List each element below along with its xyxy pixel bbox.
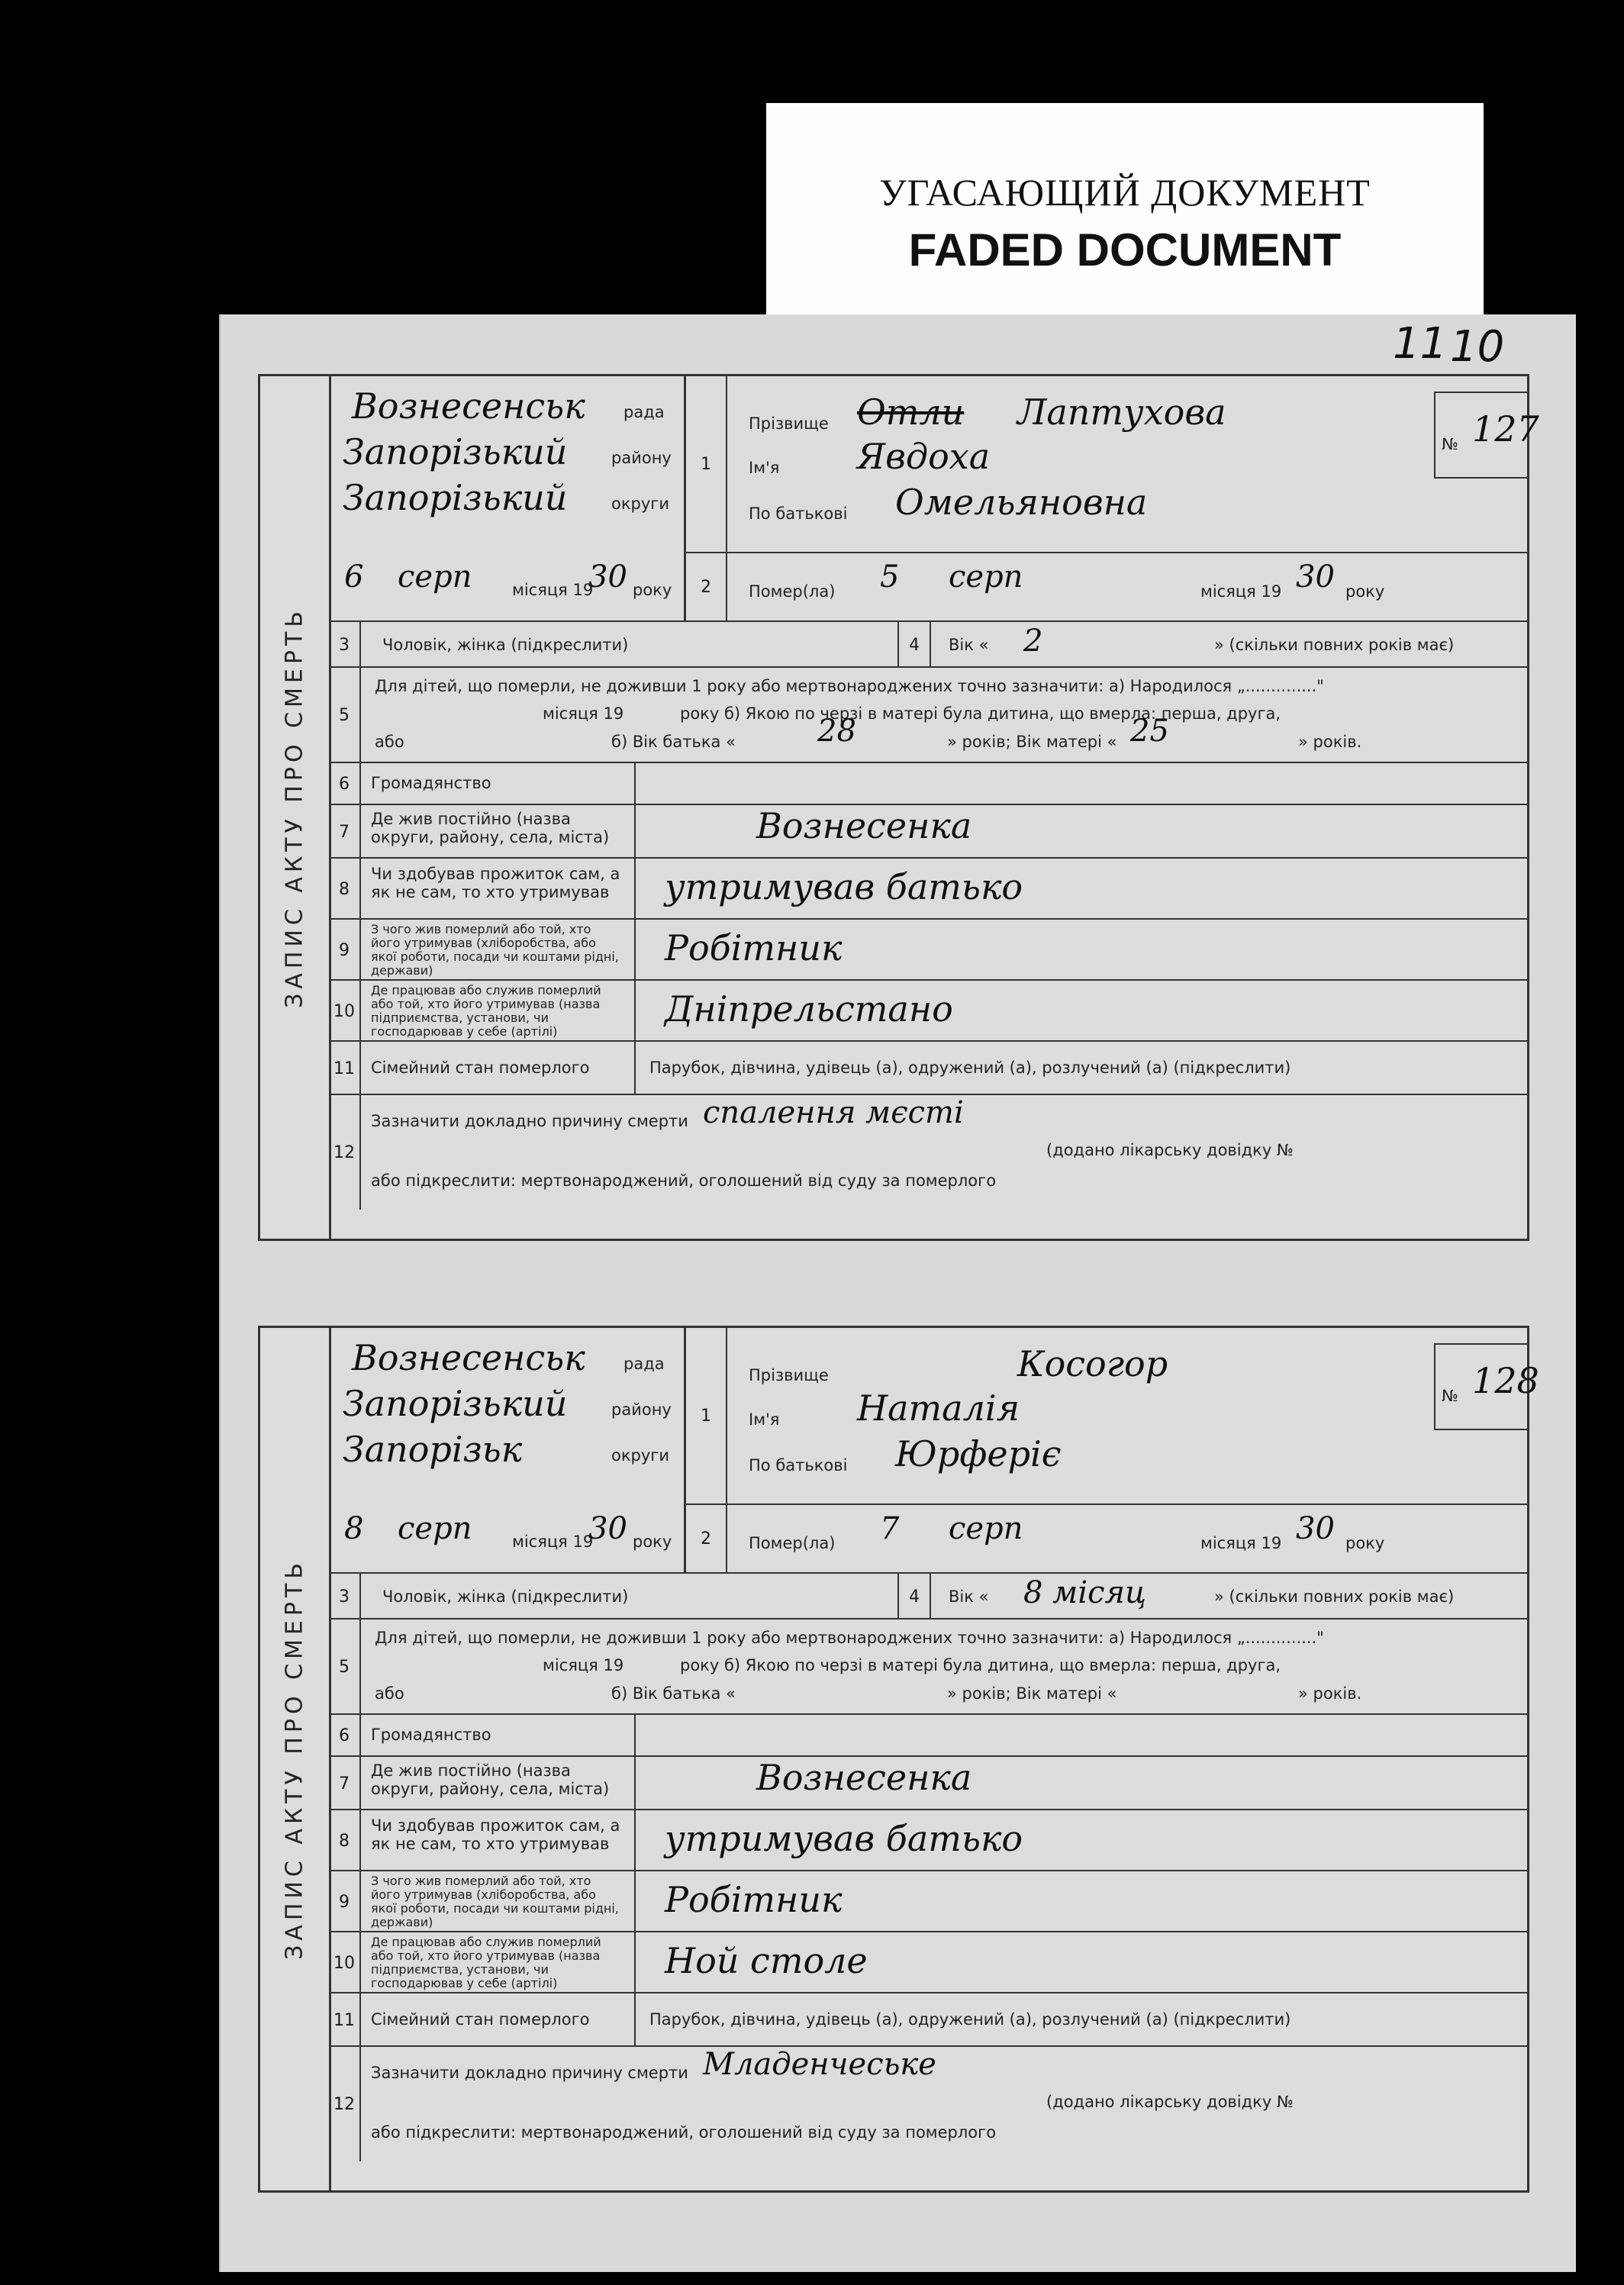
label-english: FADED DOCUMENT: [908, 224, 1342, 276]
patronymic-value: Омельяновна: [895, 482, 1148, 523]
cause-value: спалення мєсті: [703, 1095, 964, 1130]
residence-value: Вознесенка: [756, 1757, 972, 1798]
name-value: Явдоха: [857, 436, 991, 477]
okruha-label: округи: [611, 495, 669, 513]
rada-label: рада: [624, 403, 665, 421]
row-number-10: 10: [329, 981, 361, 1042]
sidebar-title: ЗАПИС АКТУ ПРО СМЕРТЬ: [281, 607, 308, 1008]
death-day: 5: [880, 559, 900, 595]
workplace-label: Де працював або служив померлий або той, хто його утримував (назва підприємства, установи, чи господарював у себе (артілі): [371, 1935, 601, 1990]
children-line-2a: місяця 19: [543, 1656, 624, 1674]
marital-label: Сімейний стан померлого: [371, 2010, 590, 2029]
cause-label: Зазначити докладно причину смерти: [371, 2064, 688, 2082]
row-number-6: 6: [329, 1715, 361, 1757]
row-number-7: 7: [329, 1757, 361, 1810]
stillborn-label: або підкреслити: мертвонароджений, оголошений від суду за померлого: [371, 1172, 997, 1190]
rayon-value: Запорізький: [343, 1383, 568, 1424]
source-label: З чого жив померлий або той, хто його утримував (хліборобства, або якої роботи, посади чи коштами рідні, держави): [371, 1874, 619, 1929]
rada-label: рада: [624, 1355, 665, 1373]
father-age-value: 28: [817, 714, 856, 749]
source-value: Робітник: [665, 1879, 843, 1920]
rada-value: Вознесенськ: [352, 1337, 585, 1378]
page-number-mark: 10: [1450, 322, 1505, 372]
patronymic-label: По батькові: [749, 1456, 848, 1474]
death-year-label: року: [1345, 1534, 1385, 1552]
rayon-label: району: [611, 1400, 672, 1419]
row-number-4: 4: [899, 1574, 931, 1619]
citizenship-label: Громадянство: [371, 774, 491, 792]
row-number-10: 10: [329, 1932, 361, 1993]
reg-month: серп: [398, 1511, 472, 1546]
rada-value: Вознесенськ: [352, 385, 585, 427]
row-number-4: 4: [899, 622, 931, 668]
mother-age-value: 25: [1130, 714, 1169, 749]
marital-options: Парубок, дівчина, удівець (а), одружений (а), розлучений (а) (підкреслити): [649, 2010, 1291, 2029]
reg-year: 30: [588, 559, 627, 595]
age-label: Вік «: [949, 1587, 989, 1606]
row-number-2: 2: [686, 552, 727, 620]
death-month-label: місяця 19: [1200, 1534, 1282, 1552]
name-label: Ім'я: [749, 1410, 780, 1429]
children-line-2a: місяця 19: [543, 704, 624, 723]
number-label: №: [1442, 435, 1458, 453]
residence-value: Вознесенка: [756, 805, 972, 846]
age-hint: » (скільки повних років має): [1214, 1587, 1455, 1606]
cert-label: (додано лікарську довідку №: [1046, 2093, 1294, 2111]
name-value: Наталія: [857, 1387, 1020, 1429]
father-age-label: б) Вік батька «: [611, 1684, 736, 1703]
surname-struck: Отли: [857, 392, 965, 433]
death-year: 30: [1296, 1511, 1335, 1546]
reg-year-label: року: [633, 1532, 672, 1551]
mother-age-label: » років; Вік матері «: [947, 733, 1117, 751]
surname-label: Прізвище: [749, 414, 829, 433]
residence-label: Де жив постійно (назва округи, району, села, міста): [371, 810, 610, 846]
death-day: 7: [880, 1511, 900, 1546]
citizenship-label: Громадянство: [371, 1726, 491, 1744]
label-russian: УГАСАЮЩИЙ ДОКУМЕНТ: [879, 171, 1371, 214]
row-number-3: 3: [329, 1574, 361, 1619]
row-number-12: 12: [329, 1095, 361, 1210]
patronymic-value: Юрферіє: [895, 1433, 1062, 1474]
reg-day: 8: [344, 1511, 364, 1546]
rayon-label: району: [611, 449, 672, 467]
reg-month-label: місяця 19: [512, 1532, 594, 1551]
workplace-value: Ной столе: [665, 1940, 868, 1981]
row-number-2: 2: [686, 1503, 727, 1572]
row-number-9: 9: [329, 920, 361, 981]
sidebar-title: ЗАПИС АКТУ ПРО СМЕРТЬ: [281, 1558, 308, 1960]
age-hint: » (скільки повних років має): [1214, 636, 1455, 654]
rayon-value: Запорізький: [343, 431, 568, 472]
cert-label: (додано лікарську довідку №: [1046, 1141, 1294, 1159]
children-or: або: [375, 1684, 404, 1703]
mother-age-suffix: » років.: [1298, 1684, 1362, 1703]
reg-year-label: року: [633, 581, 672, 599]
row-number-3: 3: [329, 622, 361, 668]
row-number-5: 5: [329, 668, 361, 763]
record-sidebar: [260, 376, 331, 1239]
death-month-label: місяця 19: [1200, 582, 1282, 601]
faded-document-label: [766, 103, 1484, 321]
row-number-9: 9: [329, 1871, 361, 1932]
source-value: Робітник: [665, 927, 843, 968]
okruha-value: Запорізьк: [343, 1429, 523, 1470]
okruha-label: округи: [611, 1446, 669, 1465]
surname-value: Косогор: [1017, 1343, 1168, 1384]
row-number-6: 6: [329, 763, 361, 805]
workplace-value: Дніпрельстано: [665, 988, 953, 1030]
row-number-8: 8: [329, 1810, 361, 1871]
death-record-128: [258, 1326, 1539, 2193]
row-number-11: 11: [329, 1042, 361, 1095]
row-number-12: 12: [329, 2047, 361, 2161]
row-number-8: 8: [329, 859, 361, 920]
mother-age-label: » років; Вік матері «: [947, 1684, 1117, 1703]
workplace-label: Де працював або служив померлий або той, хто його утримував (назва підприємства, установи, чи господарював у себе (артілі): [371, 983, 601, 1039]
cause-value: Младенчеське: [703, 2047, 936, 2082]
okruha-value: Запорізький: [343, 477, 568, 518]
record-number: 127: [1472, 408, 1539, 450]
sex-label: Чоловік, жінка (підкреслити): [382, 1587, 629, 1606]
livelihood-label: Чи здобував прожиток сам, а як не сам, то хто утримував: [371, 865, 620, 901]
page-number: 11: [1393, 319, 1448, 369]
death-month: серп: [949, 559, 1023, 595]
row-number-7: 7: [329, 805, 361, 859]
children-line-2b: року б) Якою по черзі в матері була дитина, що вмерла: перша, друга,: [680, 704, 1281, 723]
age-value: 2: [1023, 624, 1043, 659]
reg-year: 30: [588, 1511, 627, 1546]
record-number: 128: [1472, 1360, 1539, 1401]
reg-month: серп: [398, 559, 472, 595]
row-number-1: 1: [686, 376, 727, 552]
died-label: Помер(ла): [749, 582, 836, 601]
residence-label: Де жив постійно (назва округи, району, села, міста): [371, 1761, 610, 1798]
marital-label: Сімейний стан померлого: [371, 1059, 590, 1077]
reg-month-label: місяця 19: [512, 581, 594, 599]
father-age-label: б) Вік батька «: [611, 733, 736, 751]
record-sidebar: [260, 1328, 331, 2190]
mother-age-suffix: » років.: [1298, 733, 1362, 751]
livelihood-value: утримував батько: [665, 866, 1023, 907]
surname-label: Прізвище: [749, 1366, 829, 1384]
children-line-2b: року б) Якою по черзі в матері була дитина, що вмерла: перша, друга,: [680, 1656, 1281, 1674]
children-line-1: Для дітей, що померли, не доживши 1 року або мертвонароджених точно зазначити: а) Народилося „..............": [375, 1629, 1324, 1647]
row-number-11: 11: [329, 1993, 361, 2047]
death-record-127: [258, 374, 1539, 1241]
number-label: №: [1442, 1387, 1458, 1405]
sex-label: Чоловік, жінка (підкреслити): [382, 636, 629, 654]
death-year: 30: [1296, 559, 1335, 595]
marital-options: Парубок, дівчина, удівець (а), одружений (а), розлучений (а) (підкреслити): [649, 1059, 1291, 1077]
stillborn-label: або підкреслити: мертвонароджений, оголошений від суду за померлого: [371, 2123, 997, 2142]
age-value: 8 місяц: [1023, 1575, 1146, 1610]
cause-label: Зазначити докладно причину смерти: [371, 1112, 688, 1130]
death-month: серп: [949, 1511, 1023, 1546]
children-line-1: Для дітей, що померли, не доживши 1 року або мертвонароджених точно зазначити: а) Народилося „..............": [375, 677, 1324, 695]
children-or: або: [375, 733, 404, 751]
died-label: Помер(ла): [749, 1534, 836, 1552]
reg-day: 6: [344, 559, 364, 595]
row-number-5: 5: [329, 1619, 361, 1715]
livelihood-label: Чи здобував прожиток сам, а як не сам, то хто утримував: [371, 1816, 620, 1853]
name-label: Ім'я: [749, 459, 780, 477]
surname-value: Лаптухова: [1017, 392, 1226, 433]
patronymic-label: По батькові: [749, 504, 848, 523]
row-number-1: 1: [686, 1328, 727, 1503]
death-year-label: року: [1345, 582, 1385, 601]
age-label: Вік «: [949, 636, 989, 654]
source-label: З чого жив померлий або той, хто його утримував (хліборобства, або якої роботи, посади чи коштами рідні, держави): [371, 922, 619, 978]
livelihood-value: утримував батько: [665, 1818, 1023, 1859]
